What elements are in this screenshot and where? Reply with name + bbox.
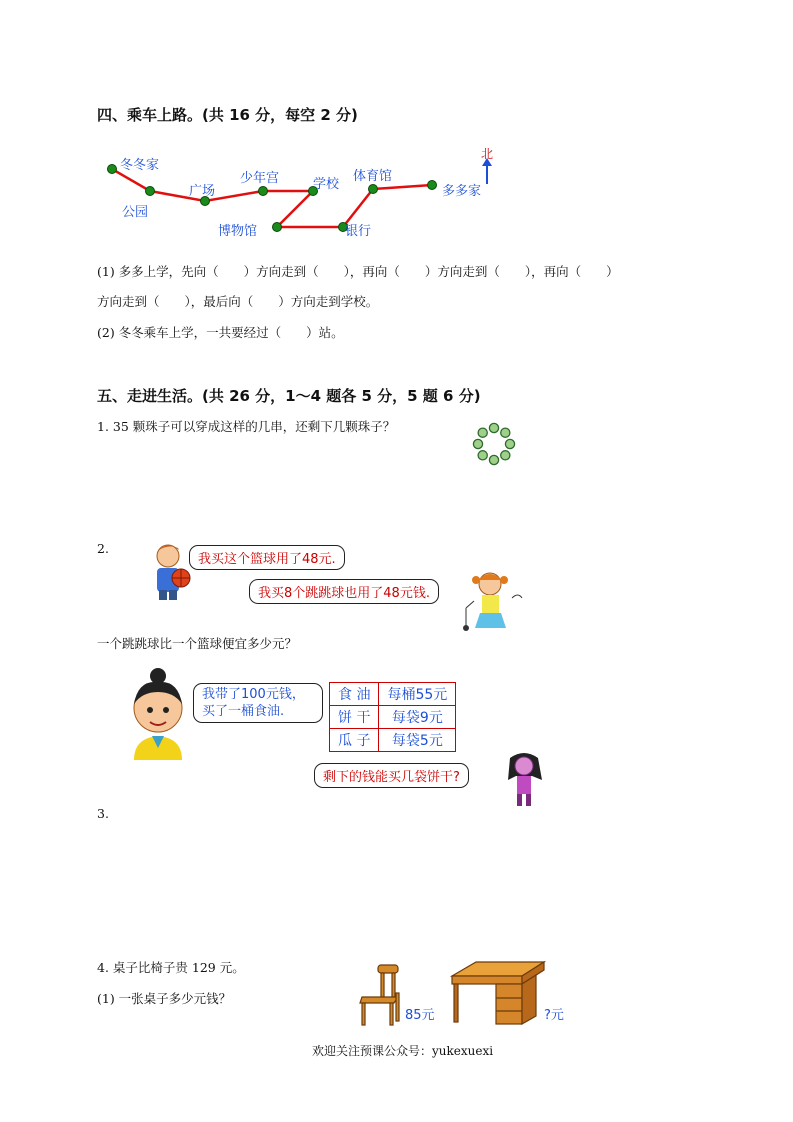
stop-dongdong [108, 165, 117, 174]
s4-q1-line2: 方向走到（ ），最后向（ ）方向走到学校。 [97, 294, 379, 309]
label-museum: 博物馆 [218, 224, 258, 239]
label-bank: 银行 [345, 224, 372, 239]
s5-q3-number: 3. [97, 806, 109, 821]
s4-q1-line1: (1) 多多上学，先向（ ）方向走到（ ），再向（ ）方向走到（ ），再向（ ） [97, 264, 619, 279]
boy-speech-bubble: 我买这个篮球用了48元. [189, 545, 345, 570]
girl-speech-bubble: 我买8个跳跳球也用了48元钱. [249, 579, 439, 604]
s5-q1: 1. 35 颗珠子可以穿成这样的几串，还剩下几颗珠子？ [97, 419, 396, 434]
stop-duoduo [428, 181, 437, 190]
desk-illustration [450, 958, 546, 1026]
chair-illustration [356, 963, 406, 1027]
item-name: 食 油 [330, 683, 379, 706]
s5-q2-question: 一个跳跳球比一个篮球便宜多少元？ [97, 636, 298, 651]
girl2-illustration [502, 750, 548, 808]
stop-museum [273, 223, 282, 232]
item-price: 每袋9元 [379, 706, 456, 729]
stop-park [146, 187, 155, 196]
desk-price: ?元 [544, 1008, 564, 1023]
table-row [330, 706, 456, 729]
bead-ring-icon [470, 420, 518, 468]
item-price: 每桶55元 [379, 683, 456, 706]
table-row [330, 729, 456, 752]
table-row [330, 683, 456, 706]
label-duoduo: 多多家 [442, 184, 482, 199]
item-price: 每袋5元 [379, 729, 456, 752]
woman-illustration [124, 668, 192, 760]
section-5-title: 五、走进生活。(共 26 分，1～4 题各 5 分，5 题 6 分) [97, 387, 481, 405]
footer-text: 欢迎关注预课公众号：yukexuexi [312, 1044, 494, 1058]
item-name: 瓜 子 [330, 729, 379, 752]
stop-palace [259, 187, 268, 196]
label-dongdong: 冬冬家 [120, 158, 160, 173]
girl2-speech-bubble: 剩下的钱能买几袋饼干? [314, 763, 469, 788]
north-label: 北 [481, 147, 494, 161]
label-palace: 少年宫 [240, 171, 280, 186]
section-4-title: 四、乘车上路。(共 16 分，每空 2 分) [97, 106, 358, 124]
label-square: 广场 [189, 184, 216, 199]
s5-q4-1: (1) 一张桌子多少元钱？ [97, 991, 232, 1006]
price-table [329, 682, 456, 752]
label-school: 学校 [313, 177, 340, 192]
label-park: 公园 [122, 205, 149, 220]
label-gym: 体育馆 [353, 169, 393, 184]
s5-q2-number: 2. [97, 541, 109, 556]
woman-speech-bubble: 我带了100元钱，买了一桶食油. [193, 683, 323, 723]
s5-q4: 4. 桌子比椅子贵 129 元。 [97, 960, 245, 975]
stop-gym [369, 185, 378, 194]
s4-q2: (2) 冬冬乘车上学，一共要经过（ ）站。 [97, 325, 344, 340]
item-name: 饼 干 [330, 706, 379, 729]
chair-price: 85元 [405, 1008, 435, 1023]
girl-yoyo-illustration [462, 568, 532, 636]
